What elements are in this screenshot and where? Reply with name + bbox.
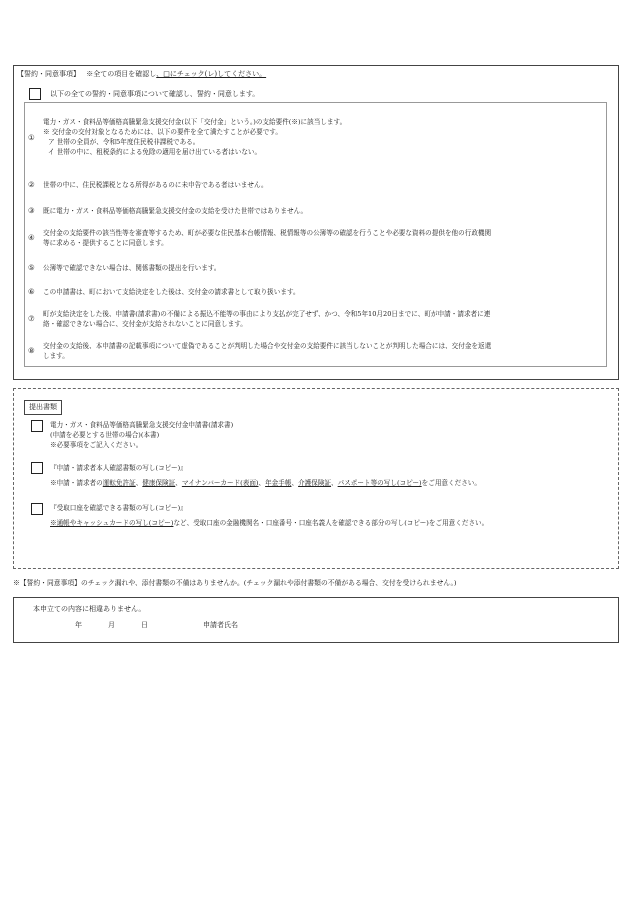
- pledge-item-2-number: ②: [28, 180, 35, 189]
- doc2-link-1: 運転免許証: [102, 479, 136, 487]
- doc2-link-4: 年金手帳: [265, 479, 292, 487]
- pledge-item-5-line-1: 公簿等で確認できない場合は、関係書類の提出を行います。: [43, 264, 221, 272]
- pledge-item-5-number: ⑤: [28, 263, 35, 272]
- doc2-link-3: マイナンバーカード(表面): [181, 479, 259, 487]
- doc1-line-1: 電力・ガス・食料品等価格高騰緊急支援交付金申請書(請求書): [50, 421, 234, 429]
- pledge-item-4-line-2: 等に求める・提供することに同意します。: [43, 239, 168, 247]
- pledge-item-2-line-1: 世帯の中に、住民税課税となる所得があるのに未申告である者はいません。: [43, 181, 268, 189]
- pledge-item-3-line-1: 既に電力・ガス・食料品等価格高騰緊急支援交付金の支給を受けた世帯ではありません。: [43, 207, 308, 215]
- pledge-item-7-line-1: 町が支給決定をした後、申請書(請求書)の不備による振込不能等の事由により支払が完了せず、かつ、令和5年10月20日までに、町が申請・請求者に連: [43, 310, 491, 318]
- pledge-item-6-number: ⑥: [28, 287, 35, 296]
- pledge-item-8-number: ⑧: [28, 346, 35, 355]
- pledge-header: [17, 69, 266, 79]
- pledge-item-7-line-2: 絡・確認できない場合に、交付金が支給されないことに同意します。: [43, 320, 247, 328]
- date-year-label: 年: [75, 621, 82, 629]
- doc2-link-5: 介護保険証: [298, 479, 332, 487]
- pledge-item-4-line-1: 交付金の支給要件の該当性等を審査等するため、町が必要な住民基本台帳情報、税情報等の公簿等の確認を行うことや必要な資料の提供を他の行政機関: [43, 229, 492, 237]
- doc2-checkbox[interactable]: [31, 462, 43, 474]
- pledge-item-8-line-2: します。: [43, 352, 69, 360]
- doc3-note: ※通帳やキャッシュカードの写し(コピー)など、受取口座の金融機関名・口座番号・口座名義人を確認できる部分の写し(コピー)をご用意ください。: [50, 519, 489, 527]
- applicant-name-label: 申請者氏名: [203, 621, 238, 629]
- pledge-item-1-number: ①: [28, 133, 35, 142]
- pledge-item-3-number: ③: [28, 206, 35, 215]
- date-day-label: 日: [141, 621, 148, 629]
- doc3-title: 『受取口座を確認できる書類の写し(コピー)』: [50, 504, 187, 512]
- pledge-item-7-number: ⑦: [28, 314, 35, 323]
- doc3-checkbox[interactable]: [31, 503, 43, 515]
- declaration-text: 本申立ての内容に相違ありません。: [33, 605, 146, 613]
- doc2-note: ※申請・請求者の運転免許証、健康保険証、マイナンバーカード(表面)、年金手帳、介護保険証、パスポート等の写し(コピー)をご用意ください。: [50, 479, 481, 487]
- doc2-link-2: 健康保険証: [142, 479, 176, 487]
- pledge-item-6-line-1: この申請書は、町において支給決定をした後は、交付金の請求書として取り扱います。: [43, 288, 300, 296]
- doc2-link-6: パスポート等の写し(コピー): [337, 479, 422, 487]
- agree-all-checkbox[interactable]: [29, 88, 41, 100]
- doc2-title: 『申請・請求者本人確認書類の写し(コピー)』: [50, 464, 187, 472]
- pledge-item-8-line-1: 交付金の支給後、本申請書の記載事項について虚偽であることが判明した場合や交付金の支給要件に該当しないことが判明した場合には、交付金を返還: [43, 342, 492, 350]
- pledge-header-note: ※全ての項目を確認し、□にチェック(レ)してください。: [86, 70, 267, 78]
- pledge-item-1-line-1: 電力・ガス・食料品等価格高騰緊急支援交付金(以下「交付金」という。)の支給要件(※)に該当します。: [43, 118, 347, 126]
- pledge-item-4-number: ④: [28, 233, 35, 242]
- pledge-item-1-line-2: ※ 交付金の交付対象となるためには、以下の要件を全て満たすことが必要です。: [43, 128, 282, 136]
- pledge-item-1-line-4: イ 世帯の中に、租税条約による免除の適用を届け出ている者はいない。: [48, 148, 262, 156]
- doc1-line-2: (申請を必要とする世帯の場合)(本書): [50, 431, 160, 439]
- documents-tag: 提出書類: [24, 400, 62, 415]
- agree-all-label: 以下の全ての誓約・同意事項について確認し、誓約・同意します。: [50, 90, 260, 98]
- footer-note: ※【誓約・同意事項】のチェック漏れや、添付書類の不備はありませんか。(チェック漏れや添付書類の不備がある場合、交付を受けられません。): [13, 579, 457, 587]
- pledge-header-title: 【誓約・同意事項】: [17, 70, 80, 78]
- doc1-checkbox[interactable]: [31, 420, 43, 432]
- pledge-item-1-line-3: ア 世帯の全員が、令和5年度住民税非課税である。: [48, 138, 200, 146]
- doc1-line-3: ※必要事項をご記入ください。: [50, 441, 143, 449]
- date-month-label: 月: [108, 621, 115, 629]
